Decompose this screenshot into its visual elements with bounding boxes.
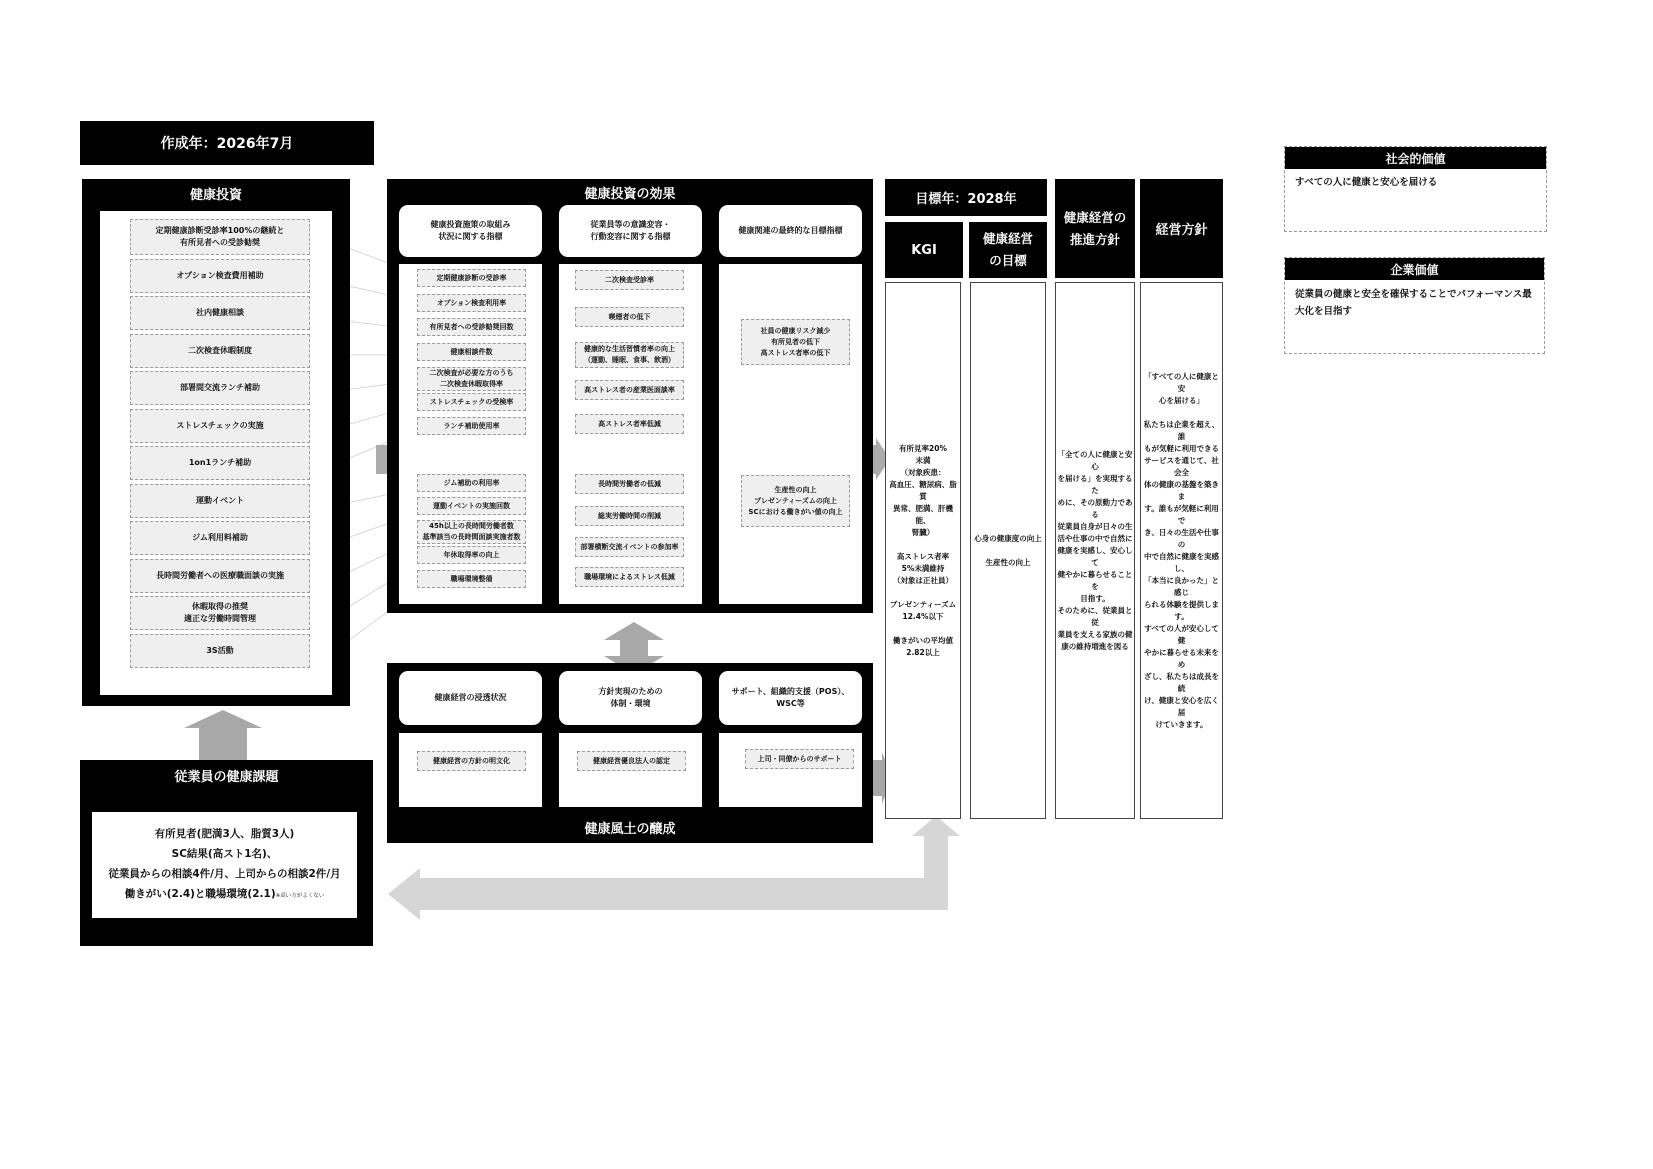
created-date: 作成年：2026年7月: [80, 121, 374, 165]
issues-line-4-row: [92, 884, 357, 906]
effects-col3-item-2: 生産性の向上 プレゼンティーズムの向上 SCにおける働きがい値の向上: [741, 475, 850, 527]
effects-col3-header: 健康関連の最終的な目標指標: [719, 205, 862, 257]
investment-item-3: 社内健康相談: [130, 296, 310, 330]
social-value-title: 社会的価値: [1285, 147, 1546, 169]
culture-header-2: 方針実現のための 体制・環境: [559, 671, 702, 725]
target-year: 目標年：2028年: [885, 179, 1047, 216]
issues-line-2: SC結果(高スト1名)、: [171, 848, 278, 860]
policy-column: [1055, 282, 1135, 819]
investment-list: [100, 211, 332, 695]
culture-col2: [559, 733, 702, 807]
management-title: 経営方針: [1140, 179, 1223, 278]
issues-line-3: 従業員からの相談4件/月、上司からの相談2件/月: [108, 868, 341, 880]
up-arrow: [184, 710, 262, 760]
effects-col1-item-1: 定期健康診断の受診率: [417, 269, 526, 287]
investment-item-6: ストレスチェックの実施: [130, 409, 310, 443]
culture-col1: [399, 733, 542, 807]
issues-title: 従業員の健康課題: [174, 769, 279, 785]
issues-panel: [80, 760, 373, 946]
effects-col2-item-2: 喫煙者の低下: [575, 307, 684, 327]
goal-column: [970, 282, 1046, 819]
effects-col1-item-5: 二次検査が必要な方のうち 二次検査休暇取得率: [417, 367, 526, 391]
corporate-value-title: 企業価値: [1285, 258, 1544, 280]
effects-col1-item-12: 職場環境整備: [417, 570, 526, 588]
culture-item-2: 健康経営優良法人の認定: [577, 751, 686, 771]
investment-item-10: 長時間労働者への医療職面談の実施: [130, 559, 310, 593]
effects-col3: [719, 264, 862, 604]
effects-title: 健康投資の効果: [584, 186, 676, 202]
kgi-column: [885, 282, 961, 819]
effects-col2-item-1: 二次検査受診率: [575, 270, 684, 290]
effects-col2-header: 従業員等の意識変容・ 行動変容に関する指標: [559, 205, 702, 257]
culture-header-3: サポート、組織的支援（POS）、 WSC等: [719, 671, 862, 725]
effects-col2-item-5: 高ストレス者率低減: [575, 414, 684, 434]
investment-title: 健康投資: [189, 187, 242, 203]
effects-col1-item-9: 運動イベントの実施回数: [417, 497, 526, 515]
effects-col1-item-10: 45h以上の長時間労働者数 基準該当の長時間面談実施者数: [417, 520, 526, 544]
effects-col1-item-7: ランチ補助使用率: [417, 417, 526, 435]
culture-title: 健康風土の醸成: [584, 821, 676, 837]
issues-line-1: 有所見者(肥満3人、脂質3人): [154, 828, 295, 840]
effects-col2-item-3: 健康的な生活習慣者率の向上 （運動、睡眠、食事、飲酒）: [575, 342, 684, 368]
investment-item-4: 二次検査休暇制度: [130, 334, 310, 368]
investment-panel: [82, 179, 350, 706]
investment-item-12: 3S活動: [130, 634, 310, 668]
culture-panel: [387, 663, 873, 843]
effects-col2-item-7: 総実労働時間の削減: [575, 506, 684, 526]
effects-col1-item-11: 年休取得率の向上: [417, 546, 526, 564]
kgi-title: KGI: [885, 222, 963, 278]
effects-col2-item-9: 職場環境によるストレス低減: [575, 567, 684, 587]
investment-item-11: 休暇取得の推奨 適正な労働時間管理: [130, 596, 310, 630]
effects-col1-item-3: 有所見者への受診勧奨回数: [417, 318, 526, 336]
policy-text: 「全ての人に健康と安心 を届ける」を実現するた めに、その原動力である 従業員自身が日々の生 活や仕事の中で自然に 健康を実感し、安心して 健やかに暮らせることを 目指す。 そのために、従業員と従 業員を支える家族の健 康の維持増進を図る: [1057, 449, 1133, 651]
effects-col1-item-4: 健康相談件数: [417, 343, 526, 361]
investment-item-2: オプション検査費用補助: [130, 259, 310, 293]
culture-item-3: 上司・同僚からのサポート: [745, 749, 854, 769]
social-value-text: すべての人に健康と安心を届ける: [1295, 177, 1438, 188]
effects-col2-item-8: 部署横断交流イベントの参加率: [575, 537, 684, 557]
corporate-value-box: [1284, 257, 1545, 354]
effects-col1: [399, 264, 542, 604]
effects-panel: [387, 179, 873, 613]
issues-line-4: 働きがい(2.4)と職場環境(2.1): [124, 888, 276, 900]
kgi-text: 有所見率20% 未満 （対象疾患： 高血圧、糖尿病、脂質 異常、肥満、肝機能、 腎臓） 高ストレス者率 5%未満維持 （対象は正社員） プレゼンティーズム 12.4%以下 働きがいの平均値 2.82以上: [889, 443, 957, 657]
goal-title: 健康経営 の目標: [969, 222, 1047, 278]
policy-title: 健康経営の 推進方針: [1055, 179, 1135, 278]
corporate-value-text: 従業員の健康と安全を確保することでパフォーマンス最大化を目指す: [1295, 289, 1532, 317]
issues-note: ※高い方がよくない: [275, 893, 325, 899]
social-value-box: [1284, 146, 1547, 232]
investment-item-1: 定期健康診断受診率100%の継続と 有所見者への受診勧奨: [130, 219, 310, 255]
investment-item-8: 運動イベント: [130, 484, 310, 518]
investment-item-9: ジム利用料補助: [130, 521, 310, 555]
culture-header-1: 健康経営の浸透状況: [399, 671, 542, 725]
goal-text: 心身の健康度の向上 生産性の向上: [974, 533, 1042, 567]
effects-col2: [559, 264, 702, 604]
investment-item-5: 部署間交流ランチ補助: [130, 371, 310, 405]
management-column: [1140, 282, 1223, 819]
issues-content: [92, 812, 357, 918]
effects-col1-item-2: オプション検査利用率: [417, 294, 526, 312]
effects-col2-item-6: 長時間労働者の低減: [575, 474, 684, 494]
effects-col3-item-1: 社員の健康リスク減少 有所見者の低下 高ストレス者率の低下: [741, 319, 850, 365]
effects-col1-item-8: ジム補助の利用率: [417, 474, 526, 492]
culture-item-1: 健康経営の方針の明文化: [417, 751, 526, 771]
effects-col1-item-6: ストレスチェックの受検率: [417, 393, 526, 411]
culture-col3: [719, 733, 862, 807]
effects-col1-header: 健康投資施策の取組み 状況に関する指標: [399, 205, 542, 257]
management-text: 「すべての人に健康と安 心を届ける」 私たちは企業を超え、誰 もが気軽に利用できる サービスを通じて、社会全 体の健康の基盤を築きま す。誰もが気軽に利用で き、日々の生活や仕事の 中で自然に健康を実感し、 「本当に良かった」と感じ られる体験を提供します。 すべての人が安心して健 やかに暮らせる未来をめ ざし、私たちは成長を続 け、健康と安心を広く届 けていきます。: [1143, 371, 1220, 729]
investment-item-7: 1on1ランチ補助: [130, 446, 310, 480]
effects-col2-item-4: 高ストレス者の産業医面談率: [575, 380, 684, 400]
